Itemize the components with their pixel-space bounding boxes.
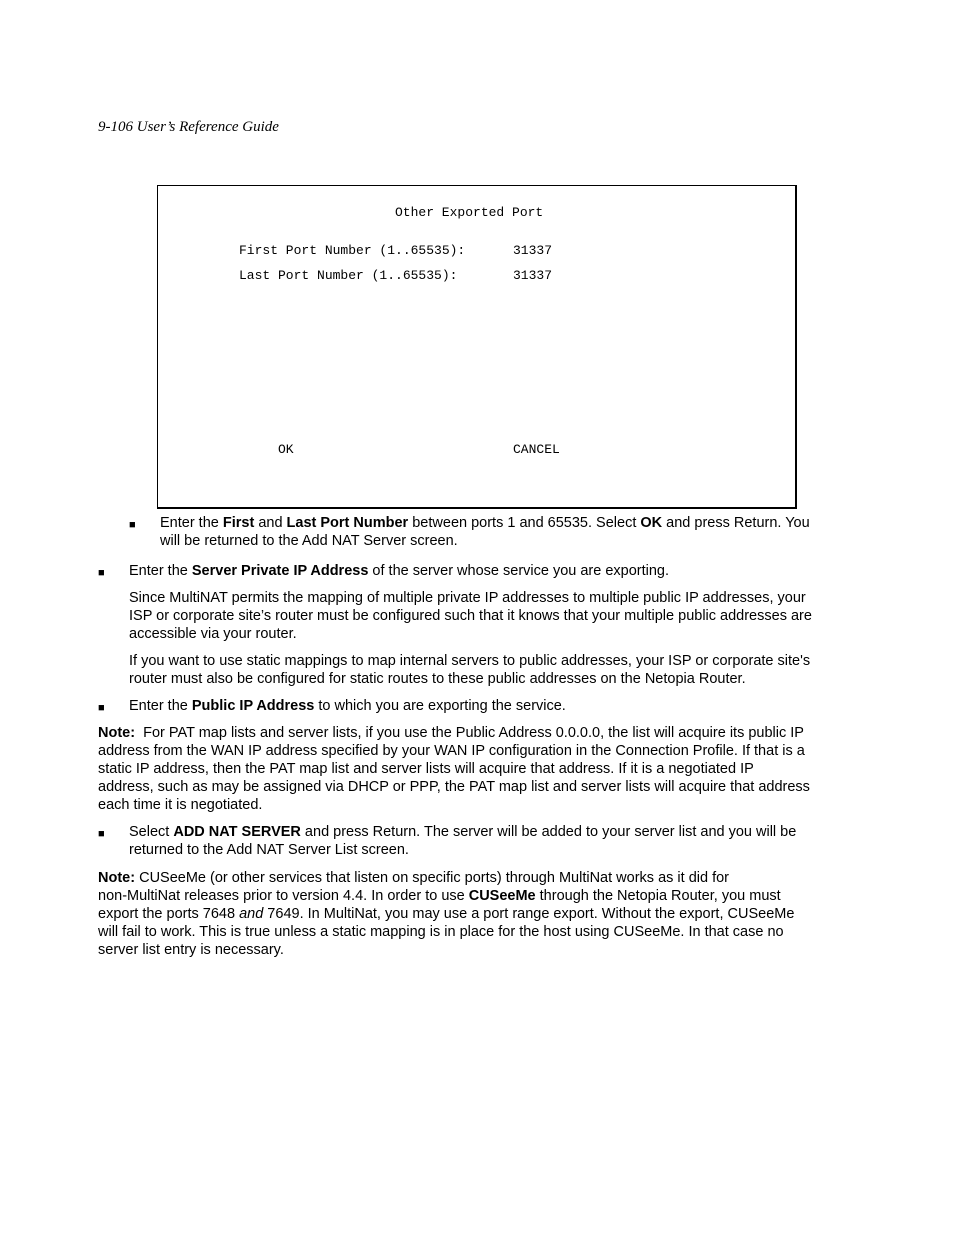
last-port-field[interactable]: 31337 bbox=[513, 268, 553, 283]
bullet-3: Enter the Public IP Address to which you are exporting the service. bbox=[129, 698, 566, 714]
bullet-1: Enter the First and Last Port Number between ports 1 and 65535. Select OK and press Return. You will be returned to the Add NAT Server screen. bbox=[160, 515, 810, 549]
bullet-marker: ■ bbox=[129, 519, 136, 531]
bullet-4: Select ADD NAT SERVER and press Return. The server will be added to your server list and you will be returned to the Add NAT Server List screen. bbox=[129, 824, 797, 858]
note-pat: Note: For PAT map lists and server lists, if you use the Public Address 0.0.0.0, the list will acquire its public IP address from the WAN IP address specified by your WAN IP configuration in the Connection Profile. If that is a static IP address, then the PAT map list and server lists will acquire that address. If it is a negotiated IP address, such as may be assigned via DHCP or PPP, the PAT map list and server lists will acquire that address each time it is negotiated. bbox=[98, 725, 810, 813]
cancel-button[interactable]: CANCEL bbox=[513, 442, 560, 457]
ok-button[interactable]: OK bbox=[278, 442, 294, 457]
first-port-field[interactable]: 31337 bbox=[513, 243, 553, 258]
bullet-marker: ■ bbox=[98, 702, 105, 714]
paragraph-static-mappings: If you want to use static mappings to map internal servers to public addresses, your ISP or corporate site's router must also be configured for static routes to these public addresses on the Netopia Router. bbox=[129, 653, 811, 687]
last-port-label: Last Port Number (1..65535): bbox=[239, 268, 458, 283]
screen-title: Other Exported Port bbox=[395, 205, 544, 220]
bullet-marker: ■ bbox=[98, 828, 105, 840]
note-cuseeme: Note: CUSeeMe (or other services that listen on specific ports) through MultiNat works as it did for non-MultiNat releases prior to version 4.4. In order to use CUSeeMe through the Netopia Router, you must export the ports 7648 and 7649. In MultiNat, you may use a port range export. Without the export, CUSeeMe will fail to work. This is true unless a static mapping is in place for the host using CUSeeMe. In that case no server list entry is necessary. bbox=[98, 870, 795, 958]
first-port-label: First Port Number (1..65535): bbox=[239, 243, 466, 258]
bullet-marker: ■ bbox=[98, 567, 105, 579]
terminal-screen bbox=[157, 185, 797, 509]
paragraph-multinat: Since MultiNAT permits the mapping of multiple private IP addresses to multiple public IP addresses, your ISP or corporate site’s router must be configured such that it knows that your multiple public addresses are accessible via your router. bbox=[129, 590, 812, 642]
page-header: 9-106 User’s Reference Guide bbox=[98, 119, 279, 135]
bullet-2: Enter the Server Private IP Address of the server whose service you are exporting. bbox=[129, 563, 670, 579]
